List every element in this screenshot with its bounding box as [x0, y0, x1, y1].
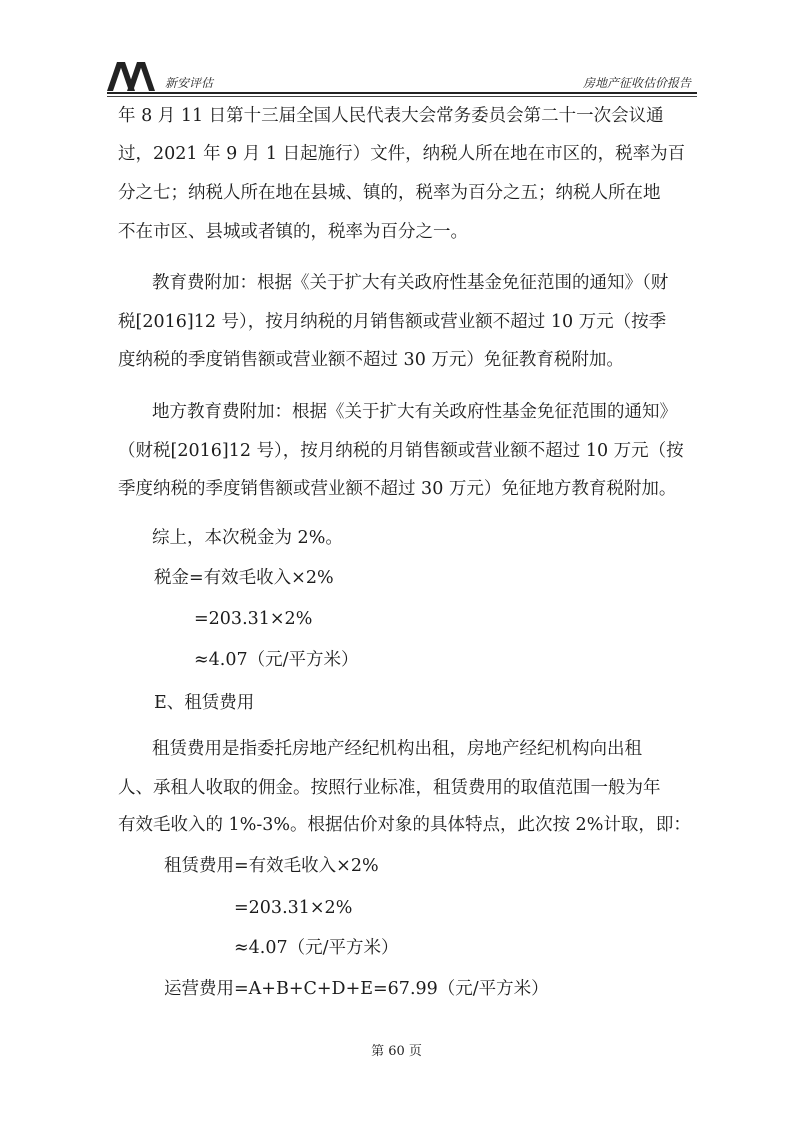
section-heading: E、租赁费用 — [154, 693, 255, 713]
formula-line: 税金=有效毛收入×2% — [154, 568, 334, 588]
paragraph-line: 人、承租人收取的佣金。按照行业标准，租赁费用的取值范围一般为年 — [118, 778, 661, 798]
report-title: 房地产征收估价报告 — [582, 76, 691, 90]
paragraph-line: 有效毛收入的 1%-3%。根据估价对象的具体特点，此次按 2%计取，即： — [118, 815, 691, 835]
paragraph-line: 不在市区、县城或者镇的，税率为百分之一。 — [118, 222, 468, 242]
header-divider-thin — [107, 96, 697, 97]
paragraph-line: 过，2021 年 9 月 1 日起施行）文件，纳税人所在地在市区的，税率为百 — [118, 144, 686, 164]
paragraph-line: 分之七；纳税人所在地在县城、镇的，税率为百分之五；纳税人所在地 — [118, 183, 661, 203]
paragraph-line: 地方教育费附加：根据《关于扩大有关政府性基金免征范围的通知》 — [152, 402, 677, 422]
paragraph-line: 税[2016]12 号），按月纳税的月销售额或营业额不超过 10 万元（按季 — [118, 312, 667, 332]
total-line: 运营费用=A+B+C+D+E=67.99（元/平方米） — [164, 979, 549, 999]
page-header — [107, 60, 697, 96]
header-divider — [107, 92, 697, 94]
paragraph-line: 租赁费用是指委托房地产经纪机构出租，房地产经纪机构向出租 — [152, 739, 642, 759]
formula-line: ≈4.07（元/平方米） — [194, 650, 359, 670]
paragraph-line: 教育费附加：根据《关于扩大有关政府性基金免征范围的通知》（财 — [152, 273, 669, 293]
paragraph-line: 年 8 月 11 日第十三届全国人民代表大会常务委员会第二十一次会议通 — [118, 106, 664, 126]
paragraph-line: 季度纳税的季度销售额或营业额不超过 30 万元）免征地方教育税附加。 — [118, 479, 677, 499]
formula-line: =203.31×2% — [234, 898, 353, 918]
summary-line: 综上，本次税金为 2%。 — [152, 528, 343, 548]
paragraph-line: 度纳税的季度销售额或营业额不超过 30 万元）免征教育税附加。 — [118, 350, 624, 370]
company-logo — [107, 60, 159, 92]
company-name: 新安评估 — [165, 76, 214, 90]
formula-line: 租赁费用=有效毛收入×2% — [164, 856, 379, 876]
page-number: 第 60 页 — [371, 1044, 422, 1059]
formula-line: =203.31×2% — [194, 609, 313, 629]
paragraph-line: （财税[2016]12 号），按月纳税的月销售额或营业额不超过 10 万元（按 — [118, 441, 684, 461]
formula-line: ≈4.07（元/平方米） — [234, 938, 399, 958]
